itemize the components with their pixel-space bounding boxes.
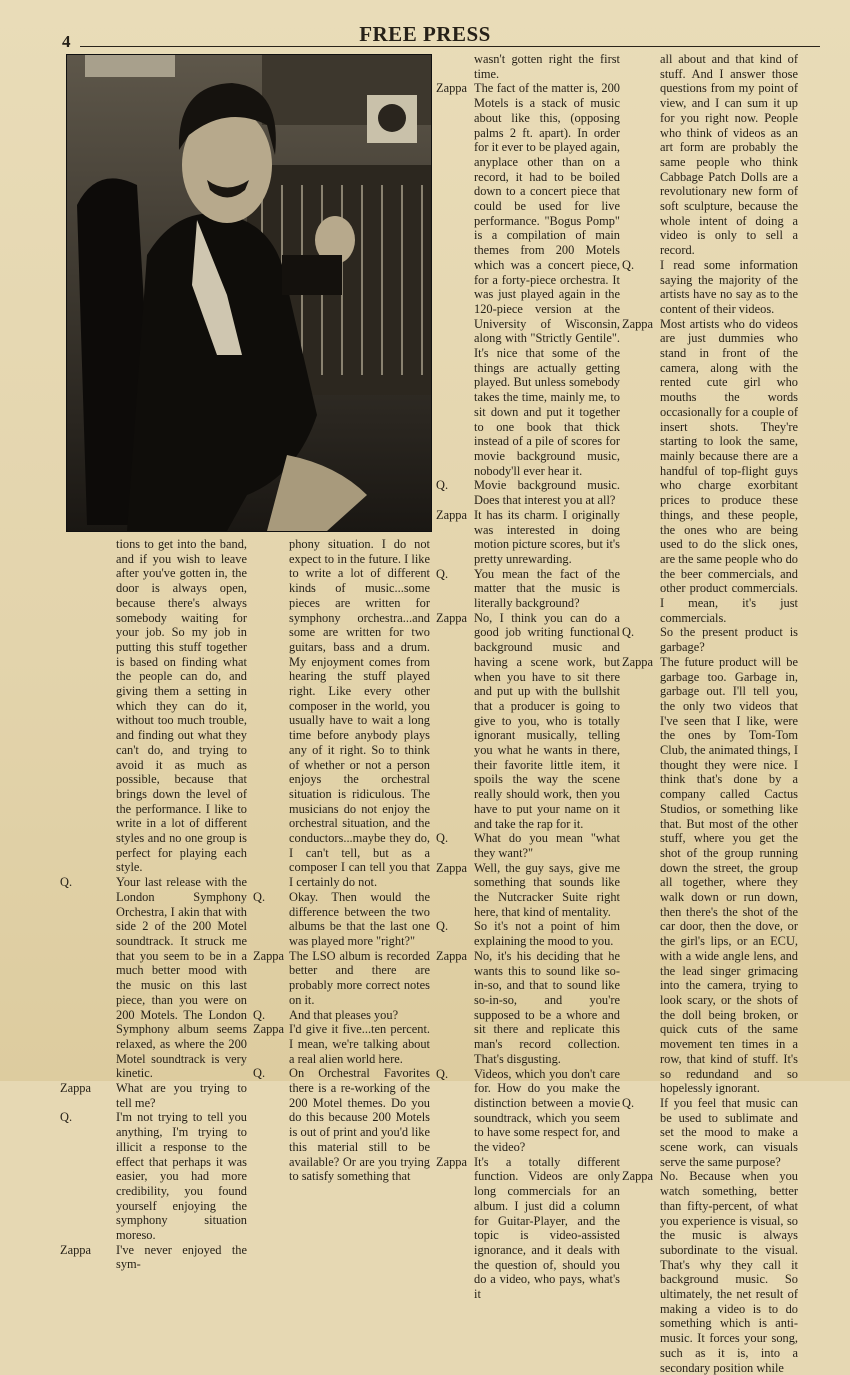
speaker-label: Q. (436, 919, 449, 934)
paragraph-text: I've never enjoyed the sym- (116, 1242, 247, 1272)
paragraph-text: Okay. Then would the difference between the two albums be that the last one was played more "right?" (289, 889, 430, 948)
paragraph-text: What do you mean "what they want?" (474, 831, 620, 860)
paragraph-text: On Orchestral Favorites there is a re-working of the 200 Motel themes. Do you do this because 200 Motels is out of print and you'd like this material still to be available? Or are you trying to satisfy something that (289, 1066, 430, 1184)
paragraph-text: So it's not a point of him explaining the mood to you. (474, 919, 620, 949)
speaker-label: Q. (60, 1110, 73, 1125)
speaker-label: Q. (60, 875, 73, 890)
paragraph (622, 1169, 798, 1375)
paragraph (436, 949, 620, 1067)
paragraph (622, 655, 798, 1096)
paragraph (436, 81, 620, 478)
speaker-label: Zappa (436, 860, 467, 875)
paragraph (60, 1243, 247, 1272)
paragraph (622, 317, 798, 626)
paragraph-text: The future product will be garbage too. Garbage in, garbage out. I'll tell you, the only two videos that I've seen that I like, were the ones by Tom-Tom Club, the animated things, I thought they were nice. I think that's done by a company called Cactus Studios, or something like that. But most of the other stuff, where you get the shot of the group running down the street, the group all together, where they walk down or run down, then there's the shot of the car door, then the dove, or the girl's lips, or an ECU, with a wide angle lens, and the lead singer grimacing into the camera, trying to look scary, or the shots of the doll being broken, or quick cuts of the same movement ten times in a row, that kind of stuff. It's so redundand and so hopelessly ignorant. (660, 654, 798, 1096)
speaker-label: Q. (436, 1066, 449, 1081)
speaker-label: Q. (253, 1066, 266, 1081)
speaker-label: Zappa (253, 948, 284, 963)
speaker-label: Q. (622, 257, 635, 272)
paragraph-text: You mean the fact of the matter that the music is literally background? (474, 566, 620, 611)
speaker-label: Q. (436, 566, 449, 581)
paragraph-text: The fact of the matter is, 200 Motels is a stack of music about like this, (opposing palms 2 ft. apart). In order for it ever to be played again, anyplace other than on a record, it had to be boiled down to a concert piece that could be used for live performance. "Bogus Pomp" is a compilation of main themes from 200 Motels which was a concert piece, for a forty-piece orchestra. It was just played again in the 120-piece version at the University of Wisconsin, along with "Strictly Gentile". It's nice that some of the things are actually getting played. But unless somebody takes the time, mainly me, to sit down and put it together to one book that thick instead of a pile of scores for movie background music, nobody'll ever hear it. (474, 81, 620, 478)
paragraph-text: No. Because when you watch something, better than fifty-percent, of what you experience is visual, so the music is always subordinate to the visual. That's why they call it background music. So ultimately, the net result of making a video is to do something which is anti-music. It forces your song, such as it is, into a secondary position while (660, 1169, 798, 1375)
paragraph-text: Videos, which you don't care for. How do you make the distinction between a movie soundtrack, which you seem to have some respect for, and the video? (474, 1066, 620, 1155)
paragraph-text: No, I think you can do a good job writing functional background music and having a scene work, but when you have to sit there and put up with the bullshit that a producer is going to give to you, who is totally ignorant musically, telling you what he wants in there, their favorite little item, it spoils the way the scene really should work, then you have to put your name on it and take the rap for it. (474, 610, 620, 831)
paragraph (622, 52, 798, 258)
paragraph (253, 537, 430, 890)
speaker-label: Zappa (622, 1169, 653, 1184)
paragraph (436, 478, 620, 507)
interview-photo (66, 54, 432, 532)
speaker-label: Q. (253, 1007, 266, 1022)
paragraph-text: If you feel that music can be used to sublimate and set the mood to make a scene work, can visuals serve the same purpose? (660, 1095, 798, 1169)
paragraph-text: It has its charm. I originally was interested in doing motion picture scores, but it's pretty unrewarding. (474, 507, 620, 566)
paragraph-text: phony situation. I do not expect to in the future. I like to write a lot of different kinds of music...some pieces are written for symphony orchestra...and some are written for two guitars, bass and a drum. My enjoyment comes from hearing the stuff played right. Like every other composer in the world, you usually have to wait a long time before anybody plays any of it right. So to think of whether or not a person enjoys the orchestral situation is ridiculous. The musicians do not enjoy the orchestral situation, and the conductors...maybe they do, I can't tell, but as a composer I can tell you that I certainly do not. (289, 537, 430, 890)
paragraph-text: Well, the guy says, give me something that sounds like the Nutcracker Suite right here, that kind of mentality. (474, 860, 620, 919)
paragraph (60, 875, 247, 1081)
speaker-label: Zappa (436, 610, 467, 625)
paragraph (253, 949, 430, 1008)
paragraph (253, 1066, 430, 1184)
column-2 (253, 537, 430, 1184)
speaker-label: Zappa (622, 316, 653, 331)
paragraph (436, 1155, 620, 1302)
paragraph (436, 831, 620, 860)
speaker-label: Zappa (436, 81, 467, 96)
paragraph (436, 567, 620, 611)
paragraph-text: And that pleases you? (289, 1007, 399, 1022)
paragraph-text: Your last release with the London Symphony Orchestra, I akin that with side 2 of the 200 Motel soundtrack. It struck me that you seem to be in a much better mood with the music on this last piece, than you were on 200 Motels. The London Symphony album seems relaxed, as where the 200 Motel soundtrack is very kinetic. (116, 875, 247, 1081)
paragraph-text: I read some information saying the majority of the artists have no say as to the content of their videos. (660, 257, 798, 316)
paragraph (436, 1067, 620, 1155)
column-1 (60, 537, 247, 1272)
header-rule (80, 46, 820, 47)
paragraph (622, 625, 798, 654)
speaker-label: Zappa (436, 948, 467, 963)
speaker-label: Q. (622, 1095, 635, 1110)
paragraph-text: I'd give it five...ten percent. I mean, we're talking about a real alien world here. (289, 1022, 430, 1066)
page-number: 4 (62, 32, 71, 51)
speaker-label: Zappa (60, 1242, 91, 1257)
column-3 (436, 52, 620, 1302)
column-4 (622, 52, 798, 1375)
paragraph-text: wasn't gotten right the first time. (474, 52, 620, 81)
paragraph (436, 861, 620, 920)
paragraph (436, 52, 620, 81)
paragraph (60, 537, 247, 875)
speaker-label: Zappa (436, 1154, 467, 1169)
paragraph (436, 611, 620, 832)
paragraph (60, 1110, 247, 1242)
paragraph (436, 508, 620, 567)
paragraph (60, 1081, 247, 1110)
paragraph (253, 890, 430, 949)
speaker-label: Q. (436, 831, 449, 846)
paragraph (622, 1096, 798, 1170)
masthead: FREE PRESS (359, 22, 491, 46)
paragraph-text: No, it's his deciding that he wants this to sound like so-in-so, and that to sound like so-in-so, and you're supposed to be a whore and sit there and replicate this man's record collection. That's disgusting. (474, 948, 620, 1066)
paragraph-text: all about and that kind of stuff. And I answer those questions from my point of view, and I can sum it up for you right now. People who think of videos as an art form are probably the same people who think Cabbage Patch Dolls are a revolutionary new form of soft sculpture, because the whole intent of doing a video is only to sell a record. (660, 52, 798, 258)
paragraph-text: I'm not trying to tell you anything, I'm trying to illicit a response to the effect that perhaps it was easier, you had more credibility, you found yourself enjoying the symphony situation moreso. (116, 1110, 247, 1243)
paragraph-text: What are you trying to tell me? (116, 1081, 247, 1110)
speaker-label: Zappa (253, 1022, 284, 1037)
paragraph (253, 1008, 430, 1023)
paragraph (436, 919, 620, 948)
speaker-label: Q. (622, 625, 635, 640)
paragraph-text: Most artists who do videos are just dummies who stand in front of the camera, along with the rented cute girl who mouths the words occasionally for a couple of insert shots. They're starting to look the same, mainly because there are a handful of top-flight guys who charge exorbitant prices to produce these things, and these people, the ones who are being used to do the slick ones, are the same people who do the beer commercials, and other product commercials. I mean, it's just commercials. (660, 316, 798, 625)
paragraph-text: tions to get into the band, and if you wish to leave after you've gotten in, the door is always open, because there's always somebody waiting for your job. So my job in putting this stuff together is based on finding what the people can do, and giving them a setting in which they can do it, without too much trouble, and finding out what they can't do, and trying to avoid it as much as possible, because that brings down the level of the performance. I like to write in a lot of different styles and no one group is perfect for playing each style. (116, 537, 247, 875)
paragraph (622, 258, 798, 317)
paragraph-text: Movie background music. Does that interest you at all? (474, 478, 620, 508)
photo-illustration (67, 55, 431, 531)
speaker-label: Zappa (436, 507, 467, 522)
speaker-label: Q. (253, 889, 266, 904)
speaker-label: Q. (436, 478, 449, 493)
paragraph-text: The LSO album is recorded better and there are probably more correct notes on it. (289, 948, 430, 1007)
speaker-label: Zappa (622, 654, 653, 669)
paragraph-text: So the present product is garbage? (660, 625, 798, 655)
paragraph-text: It's a totally different function. Videos are only long commercials for an album. I just did a column for Guitar-Player, and the topic is video-assisted ignorance, and it deals with the question of, should you do a video, who pays, what's it (474, 1154, 620, 1302)
speaker-label: Zappa (60, 1081, 91, 1096)
paragraph (253, 1022, 430, 1066)
